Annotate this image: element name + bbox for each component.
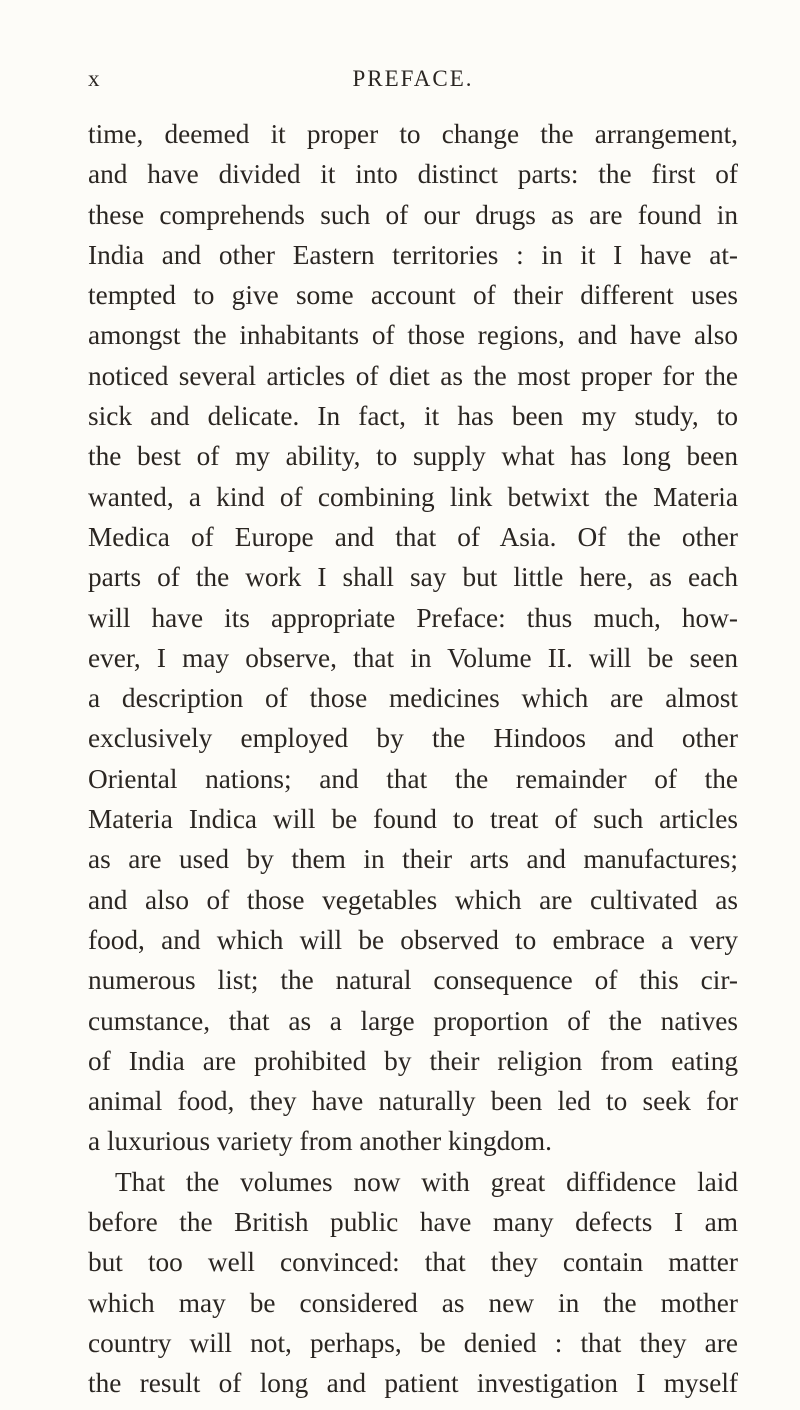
text-line: and also of those vegetables which are cultivated as [88,884,738,915]
text-line: parts of the work I shall say but little here, as each [88,562,738,593]
text-line: sick and delicate. In fact, it has been my study, to [88,401,738,432]
text-line: a luxurious variety from another kingdom. [88,1126,552,1157]
running-head [88,66,738,96]
text-line: will have its appropriate Preface: thus much, how- [88,602,738,633]
running-title: PREFACE. [352,66,474,91]
text-line: India and other Eastern territories : in it I have at- [88,239,738,270]
text-line: cumstance, that as a large proportion of the natives [88,1005,738,1036]
text-line: food, and which will be observed to embrace a very [88,924,738,955]
body-text [88,114,738,1404]
text-line: time, deemed it proper to change the arrangement, [88,119,738,149]
text-line: noticed several articles of diet as the most proper for the [88,360,738,391]
text-line: and have divided it into distinct parts: the first of [88,159,738,190]
text-line: the best of my ability, to supply what has long been [88,441,738,472]
text-line: animal food, they have naturally been led to seek for [88,1086,738,1117]
text-line: Oriental nations; and that the remainder of the [88,763,738,794]
page-number: x [88,66,101,91]
text-line: wanted, a kind of combining link betwixt the Materia [88,481,738,512]
text-line: a description of those medicines which are almost [88,683,738,714]
text-line: as are used by them in their arts and manufactures; [88,844,738,875]
text-line: of India are prohibited by their religion from eating [88,1045,738,1076]
text-line: but too well convinced: that they contain matter [88,1247,738,1278]
text-line: before the British public have many defects I am [88,1207,738,1238]
text-line: exclusively employed by the Hindoos and other [88,723,738,754]
text-line: ever, I may observe, that in Volume II. will be seen [88,642,738,673]
text-line: country will not, perhaps, be denied : that they are [88,1327,738,1358]
text-line: Materia Indica will be found to treat of such articles [88,804,738,835]
text-line: numerous list; the natural consequence of this cir- [88,965,738,996]
text-line: Medica of Europe and that of Asia. Of the other [88,521,738,552]
text-line: the result of long and patient investigation I myself [88,1368,738,1399]
text-line: these comprehends such of our drugs as are found in [88,199,738,230]
text-line: amongst the inhabitants of those regions, and have also [88,320,738,351]
text-line: That the volumes now with great diffidence laid [115,1166,738,1197]
text-line: which may be considered as new in the mother [88,1287,738,1318]
text-line: tempted to give some account of their different uses [88,280,738,311]
